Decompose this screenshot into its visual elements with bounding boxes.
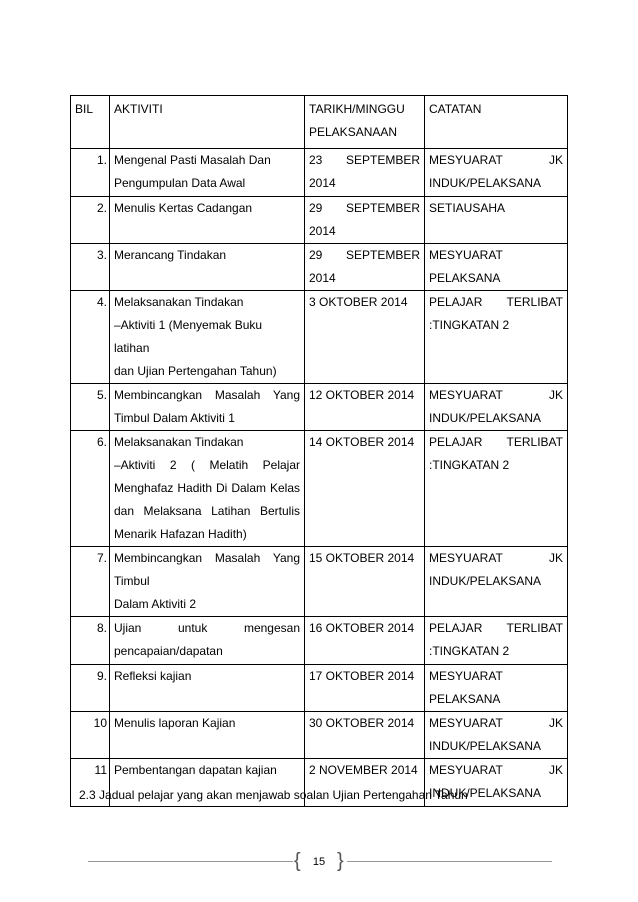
cell-catatan (425, 617, 568, 665)
cell-tarikh-line: 2014 (309, 176, 336, 190)
cell-aktiviti-line: Dalam Aktiviti 2 (114, 597, 197, 611)
cell-tarikh (305, 431, 425, 547)
cell-aktiviti (110, 431, 305, 547)
cell-catatan-line: MESYUARAT JK (429, 763, 563, 777)
table-row (71, 149, 568, 197)
cell-catatan-line: :TINGKATAN 2 (429, 644, 510, 658)
cell-catatan (425, 291, 568, 384)
cell-tarikh (305, 617, 425, 665)
header-tarikh (305, 96, 425, 149)
cell-catatan-line: :TINGKATAN 2 (429, 458, 510, 472)
cell-catatan-line: INDUK/PELAKSANA (429, 786, 542, 800)
table-row (71, 197, 568, 244)
cell-aktiviti-line: Pembentangan dapatan kajian (114, 763, 277, 777)
cell-aktiviti (110, 547, 305, 617)
cell-catatan (425, 547, 568, 617)
cell-tarikh-line: 2014 (309, 224, 336, 238)
page-number: 15 (312, 856, 326, 868)
header-catatan: CATATAN (425, 96, 568, 149)
table-body (71, 149, 568, 807)
cell-aktiviti-line: Refleksi kajian (114, 669, 192, 683)
cell-aktiviti-line: Mengenal Pasti Masalah Dan (114, 153, 271, 167)
cell-catatan-line: INDUK/PELAKSANA (429, 574, 542, 588)
cell-bil: 9. (71, 665, 110, 712)
table-row (71, 291, 568, 384)
cell-tarikh (305, 197, 425, 244)
cell-bil: 3. (71, 244, 110, 291)
cell-aktiviti-line: Membincangkan Masalah Yang (114, 388, 300, 402)
cell-catatan (425, 384, 568, 431)
cell-tarikh (305, 712, 425, 759)
cell-tarikh-line: 12 OKTOBER 2014 (309, 388, 415, 402)
cell-bil: 4. (71, 291, 110, 384)
cell-aktiviti-line: Menghafaz Hadith Di Dalam Kelas (114, 481, 300, 495)
cell-aktiviti-line: dan Melaksana Latihan Bertulis (114, 504, 300, 518)
cell-tarikh-line: 29 SEPTEMBER (309, 248, 420, 262)
table-row (71, 431, 568, 547)
cell-bil: 11 (71, 759, 110, 807)
cell-aktiviti (110, 291, 305, 384)
header-aktiviti: AKTIVITI (110, 96, 305, 149)
cell-tarikh (305, 244, 425, 291)
table-row (71, 547, 568, 617)
cell-catatan (425, 665, 568, 712)
cell-aktiviti-line: Merancang Tindakan (114, 248, 227, 262)
cell-catatan (425, 431, 568, 547)
cell-aktiviti (110, 665, 305, 712)
table-header-row (71, 96, 568, 149)
cell-aktiviti-line: –Aktiviti 1 (Menyemak Buku latihan (114, 318, 263, 355)
table-row (71, 712, 568, 759)
table-row (71, 665, 568, 712)
activity-schedule-table (70, 95, 568, 807)
cell-aktiviti (110, 149, 305, 197)
cell-tarikh-line: 23 SEPTEMBER (309, 153, 420, 167)
cell-aktiviti-line: Timbul Dalam Aktiviti 1 (114, 411, 235, 425)
cell-tarikh-line: 30 OKTOBER 2014 (309, 716, 415, 730)
cell-catatan (425, 244, 568, 291)
cell-tarikh (305, 547, 425, 617)
cell-bil: 10 (71, 712, 110, 759)
cell-aktiviti-line: Timbul (114, 574, 150, 588)
cell-tarikh-line: 14 OKTOBER 2014 (309, 435, 415, 449)
table-row (71, 617, 568, 665)
cell-catatan-line: MESYUARAT PELAKSANA (429, 248, 503, 285)
cell-tarikh (305, 384, 425, 431)
cell-tarikh (305, 291, 425, 384)
right-brace-icon: } (337, 850, 344, 872)
section-caption: 2.3 Jadual pelajar yang akan menjawab soalan Ujian Pertengahan Tahun (79, 788, 468, 802)
header-tarikh-line-2: PELAKSANAAN (309, 125, 398, 139)
cell-tarikh (305, 149, 425, 197)
cell-aktiviti-line: dan Ujian Pertengahan Tahun) (114, 364, 277, 378)
cell-aktiviti-line: –Aktiviti 2 ( Melatih Pelajar (114, 458, 300, 472)
footer-rule-left (88, 861, 293, 862)
cell-aktiviti-line: Pengumpulan Data Awal (114, 176, 246, 190)
cell-aktiviti (110, 197, 305, 244)
header-bil: BIL (71, 96, 110, 149)
cell-aktiviti-line: Menarik Hafazan Hadith) (114, 527, 247, 541)
cell-catatan-line: MESYUARAT JK (429, 153, 563, 167)
footer-rule-right (347, 861, 552, 862)
cell-catatan (425, 712, 568, 759)
cell-tarikh-line: 2 NOVEMBER 2014 (309, 763, 418, 777)
cell-aktiviti-line: Melaksanakan Tindakan (114, 295, 244, 309)
cell-aktiviti-line: Melaksanakan Tindakan (114, 435, 244, 449)
cell-catatan-line: INDUK/PELAKSANA (429, 411, 542, 425)
table-row (71, 244, 568, 291)
cell-aktiviti-line: Ujian untuk mengesan (114, 621, 300, 635)
cell-tarikh-line: 16 OKTOBER 2014 (309, 621, 415, 635)
cell-catatan-line: INDUK/PELAKSANA (429, 176, 542, 190)
cell-catatan-line: MESYUARAT JK (429, 716, 563, 730)
cell-tarikh-line: 15 OKTOBER 2014 (309, 551, 415, 565)
cell-catatan-line: SETIAUSAHA (429, 201, 506, 215)
cell-bil: 8. (71, 617, 110, 665)
cell-aktiviti (110, 712, 305, 759)
cell-catatan-line: PELAJAR TERLIBAT (429, 621, 563, 635)
cell-tarikh (305, 665, 425, 712)
cell-aktiviti-line: Menulis laporan Kajian (114, 716, 236, 730)
cell-catatan (425, 197, 568, 244)
cell-tarikh-line: 2014 (309, 271, 336, 285)
cell-aktiviti (110, 617, 305, 665)
left-brace-icon: { (294, 850, 301, 872)
cell-catatan-line: PELAJAR TERLIBAT (429, 435, 563, 449)
header-tarikh-line-1: TARIKH/MINGGU (309, 102, 405, 116)
cell-tarikh-line: 29 SEPTEMBER (309, 201, 420, 215)
cell-catatan-line: MESYUARAT JK (429, 551, 563, 565)
cell-aktiviti-line: Membincangkan Masalah Yang (114, 551, 300, 565)
cell-bil: 2. (71, 197, 110, 244)
cell-catatan-line: :TINGKATAN 2 (429, 318, 510, 332)
cell-aktiviti-line: Menulis Kertas Cadangan (114, 201, 253, 215)
cell-bil: 7. (71, 547, 110, 617)
cell-catatan (425, 149, 568, 197)
cell-catatan-line: PELAJAR TERLIBAT (429, 295, 563, 309)
cell-bil: 1. (71, 149, 110, 197)
cell-tarikh-line: 17 OKTOBER 2014 (309, 669, 415, 683)
cell-aktiviti (110, 384, 305, 431)
cell-catatan-line: MESYUARAT PELAKSANA (429, 669, 503, 706)
table-row (71, 384, 568, 431)
cell-aktiviti (110, 244, 305, 291)
cell-aktiviti-line: pencapaian/dapatan (114, 644, 223, 658)
cell-catatan-line: INDUK/PELAKSANA (429, 739, 542, 753)
cell-bil: 5. (71, 384, 110, 431)
cell-bil: 6. (71, 431, 110, 547)
cell-tarikh-line: 3 OKTOBER 2014 (309, 295, 408, 309)
cell-catatan-line: MESYUARAT JK (429, 388, 563, 402)
